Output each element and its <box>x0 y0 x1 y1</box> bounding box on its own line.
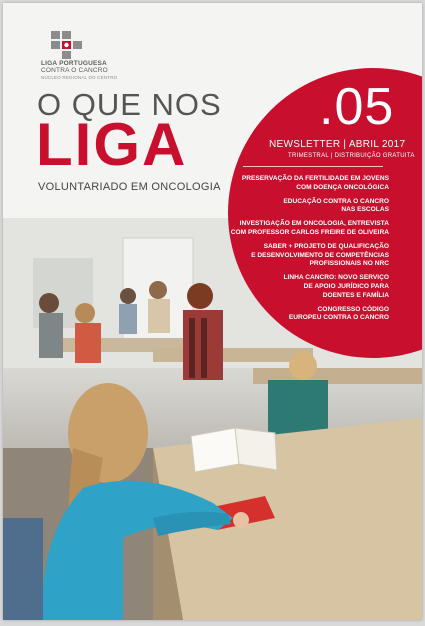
table-of-contents <box>229 175 389 328</box>
issue-number: .05 <box>319 78 395 136</box>
logo-line-3: NÚCLEO REGIONAL DO CENTRO <box>41 75 118 80</box>
divider <box>243 166 383 167</box>
toc-item-line: CONGRESSO CÓDIGO <box>317 305 389 313</box>
toc-item <box>229 243 389 269</box>
newsletter-cover <box>3 3 422 620</box>
page-title: LIGA <box>36 111 188 178</box>
toc-item <box>229 306 389 323</box>
toc-item <box>229 175 389 192</box>
toc-item-line: NAS ESCOLAS <box>341 206 389 214</box>
toc-item-line: E DESENVOLVIMENTO DE COMPETÊNCIAS <box>251 251 389 259</box>
toc-item <box>229 198 389 215</box>
toc-item-line: COM PROFESSOR CARLOS FREIRE DE OLIVEIRA <box>230 228 389 236</box>
toc-item-line: INVESTIGAÇÃO EM ONCOLOGIA, ENTREVISTA <box>239 220 389 228</box>
toc-item-line: DOENTES E FAMÍLIA <box>322 291 389 299</box>
toc-item-line: DE APOIO JURÍDICO PARA <box>303 282 389 290</box>
logo <box>41 31 151 80</box>
logo-line-1: LIGA PORTUGUESA <box>41 60 107 67</box>
toc-item-line: EDUCAÇÃO CONTRA O CANCRO <box>283 197 389 205</box>
subtitle: VOLUNTARIADO EM ONCOLOGIA <box>38 181 221 193</box>
toc-item-line: COM DOENÇA ONCOLÓGICA <box>296 183 389 191</box>
issue-date: NEWSLETTER | ABRIL 2017 <box>269 139 406 150</box>
toc-item-line: EUROPEU CONTRA O CANCRO <box>288 314 389 322</box>
logo-line-2: CONTRA O CANCRO <box>41 67 108 74</box>
issue-frequency: TRIMESTRAL | DISTRIBUIÇÃO GRATUITA <box>288 153 415 159</box>
toc-item-line: SABER + PROJETO DE QUALIFICAÇÃO <box>263 243 389 251</box>
title-top: O QUE NOS <box>37 87 222 122</box>
liga-portuguesa-logo-icon <box>51 31 83 59</box>
toc-item <box>229 220 389 237</box>
toc-item-line: PROFISSIONAIS NO NRC <box>309 260 389 268</box>
toc-item-line: LINHA CANCRO: NOVO SERVIÇO <box>283 274 389 282</box>
toc-item <box>229 274 389 300</box>
toc-item-line: PRESERVAÇÃO DA FERTILIDADE EM JOVENS <box>241 175 389 182</box>
